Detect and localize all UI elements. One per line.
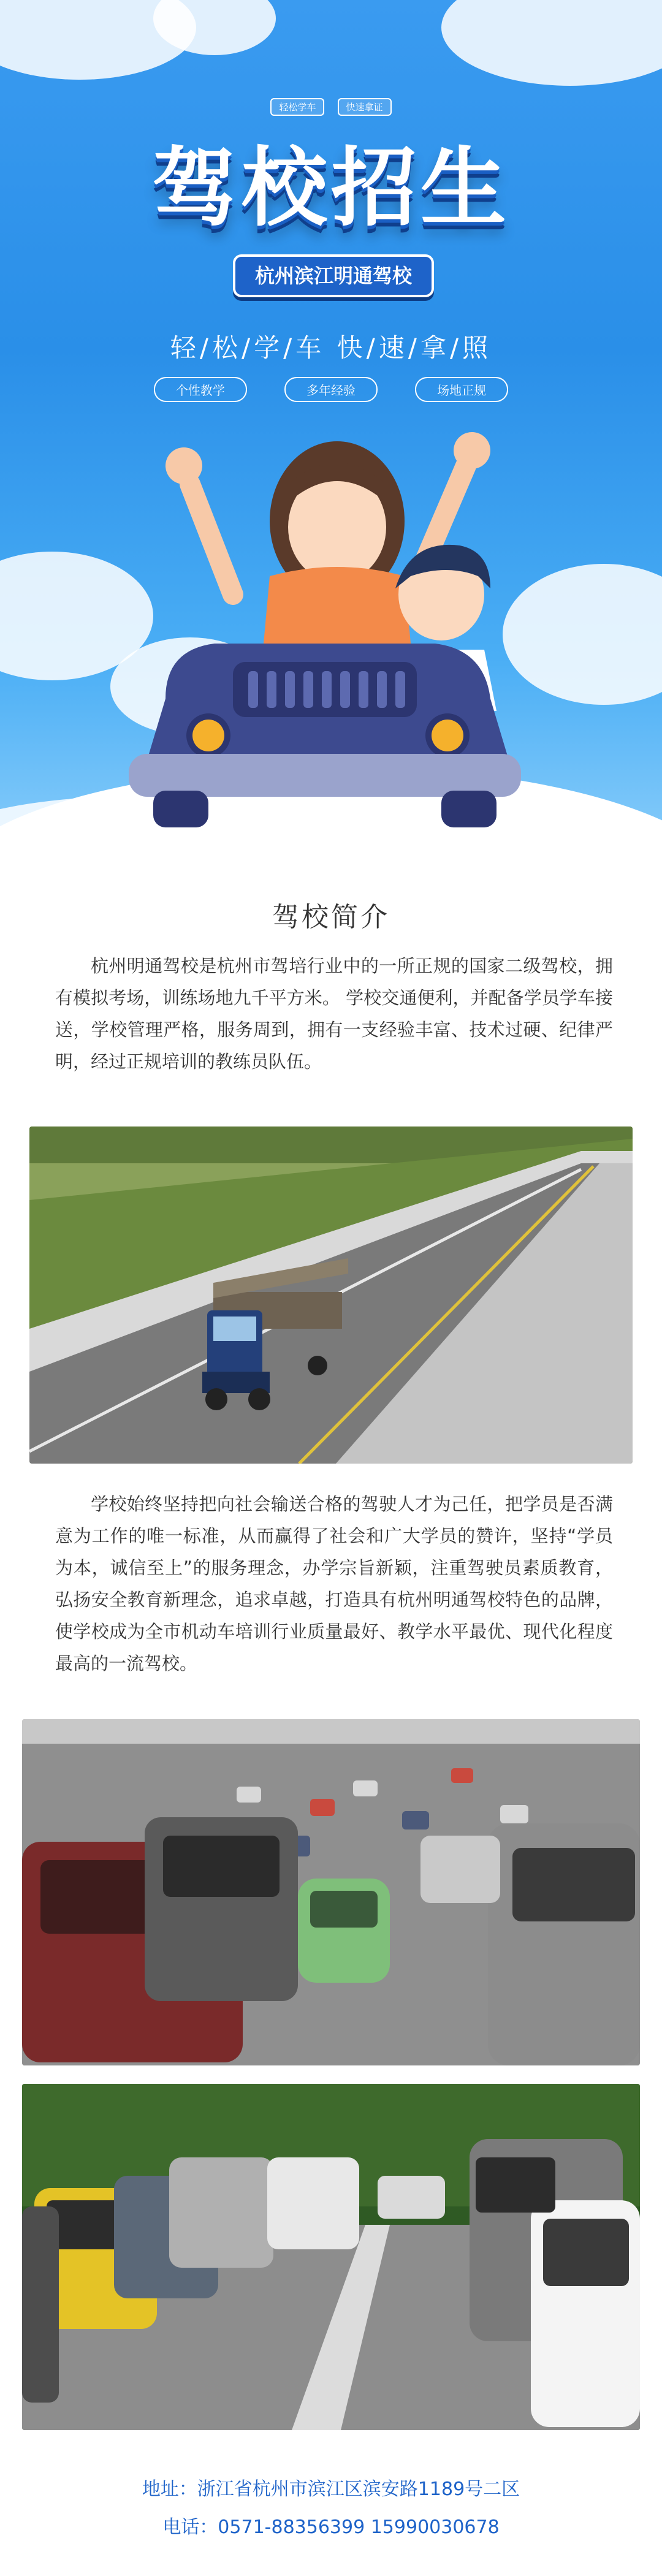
hero-banner bbox=[0, 0, 662, 876]
feature-pill: 个性教学 bbox=[154, 377, 247, 402]
feature-pill: 场地正规 bbox=[415, 377, 508, 402]
hero-slogan: 轻/松/学/车 快/速/拿/照 bbox=[170, 333, 492, 363]
intro-paragraph: 杭州明通驾校是杭州市驾培行业中的一所正规的国家二级驾校，拥有模拟考场，训练场地九千平方米。 学校交通便利，并配备学员学车接送，学校管理严格，服务周到，拥有一支经验丰富、技术过硬、纪律严明，经过正规培训的教练员队伍。 bbox=[55, 956, 613, 1072]
top-tag: 轻松学车 bbox=[270, 98, 324, 116]
intro-title: 驾校简介 bbox=[272, 902, 390, 933]
top-tags bbox=[0, 98, 662, 116]
hero-title: 驾校招生 bbox=[151, 139, 510, 238]
traffic-jam-photo bbox=[22, 1719, 640, 2065]
school-name-badge: 杭州滨江明通驾校 bbox=[233, 254, 434, 297]
mission-paragraph: 学校始终坚持把向社会输送合格的驾驶人才为己任，把学员是否满意为工作的唯一标准，从而赢得了社会和广大学员的赞许，坚持“学员为本，诚信至上”的服务理念，办学宗旨新颖，注重驾驶员素质教育，弘扬安全教育新理念，追求卓越，打造具有杭州明通驾校特色的品牌，使学校成为全市机动车培训行业质量最好、教学水平最优、现代化程度最高的一流驾校。 bbox=[55, 1494, 613, 1674]
top-tag: 快速拿证 bbox=[338, 98, 392, 116]
car-illustration bbox=[92, 392, 558, 858]
address-text: 地址：浙江省杭州市滨江区滨安路1189号二区 bbox=[142, 2479, 520, 2500]
highway-truck-photo bbox=[29, 1127, 633, 1464]
feature-pill: 多年经验 bbox=[284, 377, 378, 402]
street-traffic-photo bbox=[22, 2084, 640, 2430]
cloud bbox=[441, 0, 662, 86]
phone-text[interactable]: 电话：0571-88356399 15990030678 bbox=[162, 2517, 500, 2538]
